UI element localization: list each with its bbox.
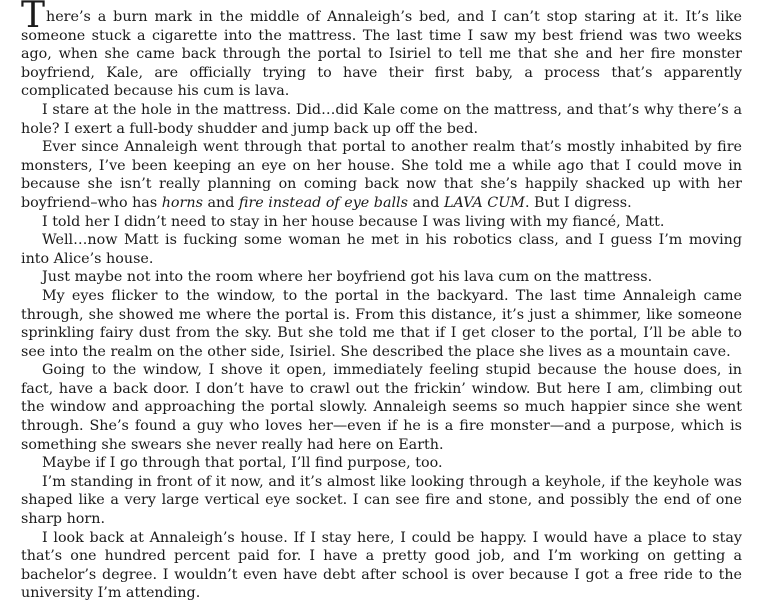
paragraph-text: I look back at Annaleigh’s house. If I stay here, I could be happy. I would have a place to stay that’s one hundred percent paid for. I have a pretty good job, and I’m working on getting a bachelor’s degree. I wouldn’t even have debt after school is over because I got a free ride to the university I’m attending. [21,529,742,602]
italic-text: fire instead of eye balls [238,194,408,211]
paragraph [21,473,742,529]
italic-text: LAVA CUM [443,194,525,211]
paragraph-text: Just maybe not into the room where her boyfriend got his lava cum on the mattress. [42,269,653,286]
paragraph-text: I’m standing in front of it now, and it’s almost like looking through a keyhole, if the keyhole was shaped like a very large vertical eye socket. I can see fire and stone, and possibly the end of one sharp horn. [21,473,742,528]
paragraph-text: My eyes flicker to the window, to the portal in the backyard. The last time Annaleigh came through, she showed me where the portal is. From this distance, it’s just a shimmer, like someone sprinkling fairy dust from the sky. But she told me that if I get closer to the portal, I’ll be able to see into the realm on the other side, Isiriel. She described the place she lives as a mountain cave. [21,287,742,360]
paragraph-text: I stare at the hole in the mattress. Did…did Kale come on the mattress, and that’s why there’s a hole? I exert a full-body shudder and jump back up off the bed. [21,101,742,137]
paragraph [21,101,742,138]
paragraph-text: Ever since Annaleigh went through that portal to another realm that’s mostly inhabited by fire monsters, I’ve been keeping an eye on her house. She told me a while ago that I could move in because she isn’t really planning on coming back now that she’s happily shacked up with her boyfriend–who has [21,139,742,211]
book-page-text [21,0,742,603]
paragraph-text: I told her I didn’t need to stay in her house because I was living with my fiancé, Matt. [42,213,665,230]
paragraph-text: and [202,194,239,211]
paragraph [21,454,742,473]
paragraph [21,268,742,287]
paragraph-text: . But I digress. [524,194,632,211]
paragraph [21,0,742,101]
paragraph-text: and [407,194,444,211]
italic-text: horns [161,194,203,211]
paragraph [21,213,742,232]
paragraph-text: Maybe if I go through that portal, I’ll find purpose, too. [42,455,443,472]
paragraph [21,361,742,454]
drop-cap-letter: T [21,0,46,36]
paragraph [21,231,742,268]
paragraph-text: here’s a burn mark in the middle of Annaleigh’s bed, and I can’t stop staring at it. It’s like someone stuck a cigarette into the mattress. The last time I saw my best friend was two weeks ago, when she came back through the portal to Isiriel to tell me that she and her fire monster boyfriend, Kale, are officially trying to have their first baby, a process that’s apparently complicated because his cum is lava. [21,9,742,100]
paragraph [21,529,742,603]
paragraph [21,287,742,361]
paragraph-text: Well…now Matt is fucking some woman he met in his robotics class, and I guess I’m moving into Alice’s house. [21,232,742,267]
paragraph [21,138,742,212]
paragraph-text: Going to the window, I shove it open, immediately feeling stupid because the house does, in fact, have a back door. I don’t have to crawl out the frickin’ window. But here I am, climbing out the window and approaching the portal slowly. Annaleigh seems so much happier since she went through. She’s found a guy who loves her—even if he is a fire monster—and a purpose, which is something she swears she never really had here on Earth. [21,362,742,453]
